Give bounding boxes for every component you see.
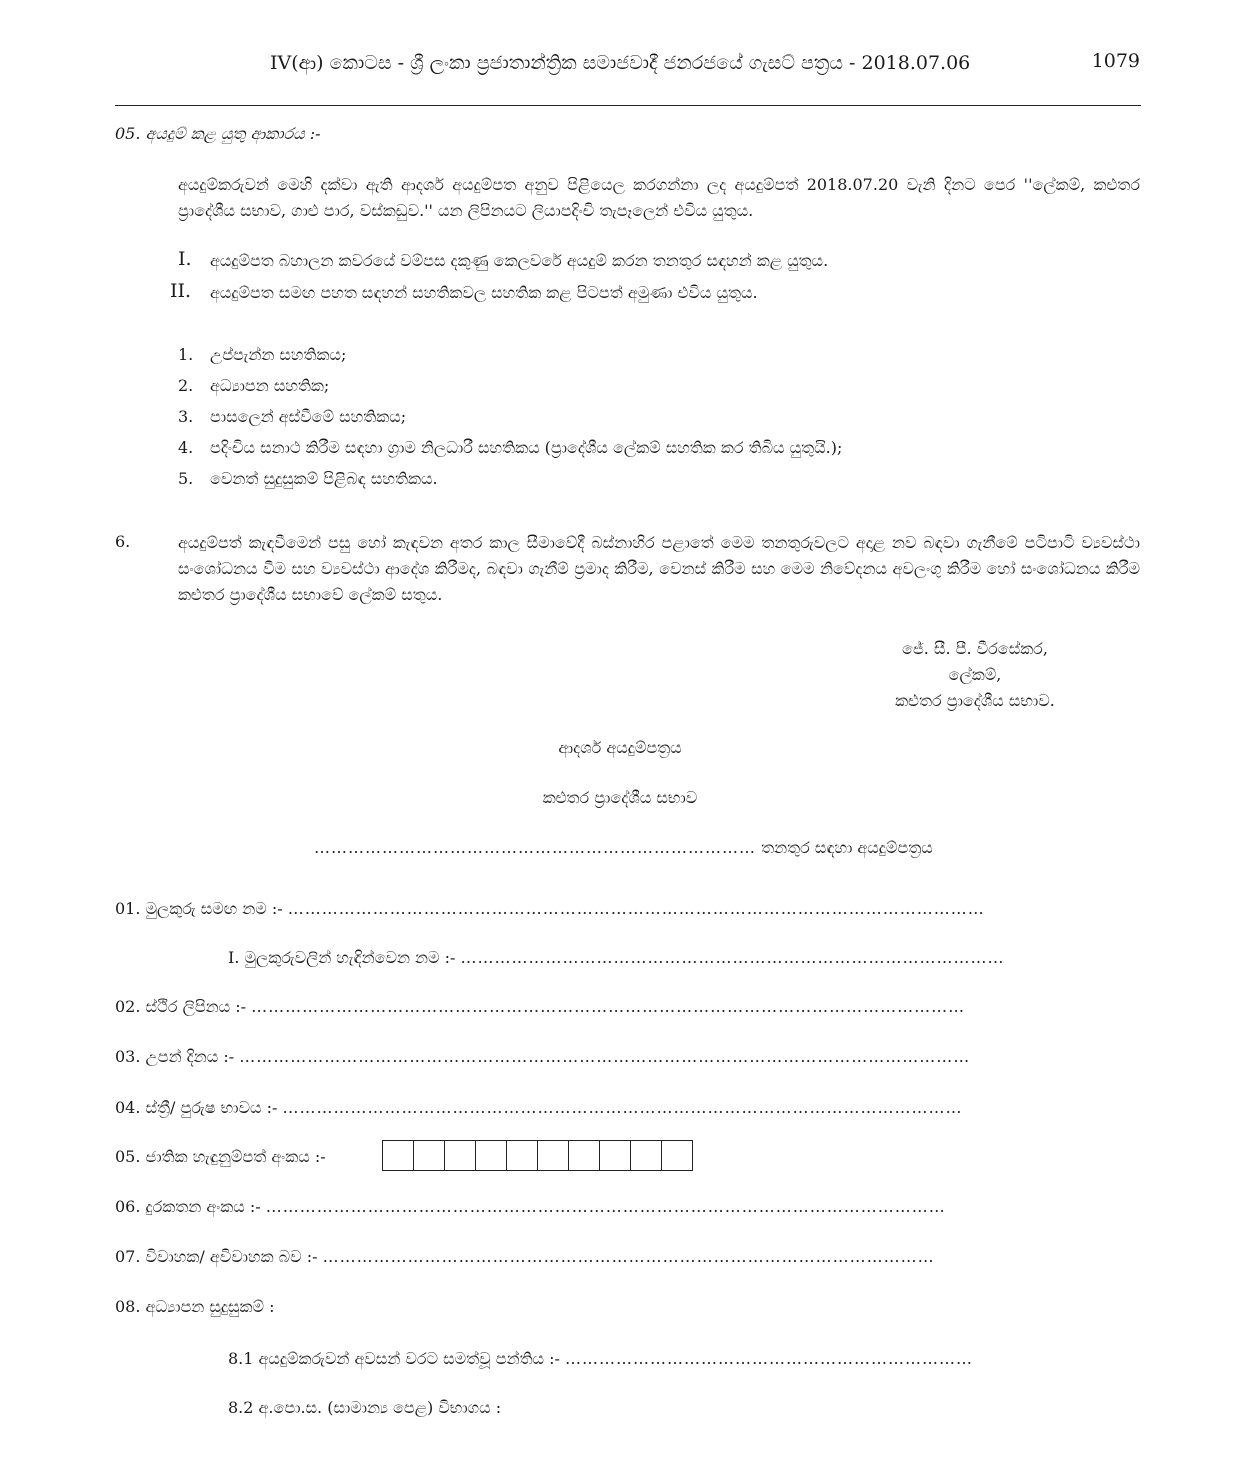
rule-marker-2: II. (170, 280, 192, 302)
cert-text-3: පාසලෙන් අස්වීමේ සහතිකය; (210, 407, 407, 426)
field-08-row (115, 1297, 274, 1317)
cert-marker-3: 3. (178, 407, 194, 426)
cert-text-2: අධ්‍යාපන සහතික; (210, 376, 330, 395)
section-06-text: අයදුම්පත් කැඳවීමෙන් පසු හෝ කැඳවන අතර කාල සීමාවේදී බස්නාහිර පළාතේ මෙම තනතුරුවලට අදාළ නව බඳවා ගැනීමේ පටිපාටි ව්‍යවස්ථා සංශෝධනය වීම සහ ව්‍යවස්ථා ආදේශ කිරීමද, බඳවා ගැනීම් ප්‍රමාද කිරීම, වෙනස් කිරීම සහ මෙම නිවේදනය අවලංගු කිරීම හෝ සංශෝධනය කිරීම කළුතර ප්‍රාදේශීය සභාවේ ලේකම් සතුය. (178, 533, 1140, 604)
nic-digit-box[interactable] (414, 1141, 445, 1170)
field-082-label: 8.2 අ.පො.ස. (සාමාන්‍ය පෙළ) විභාගය : (228, 1398, 502, 1417)
form-subtitle: කළුතර ප්‍රාදේශීය සභාව (542, 788, 698, 807)
cert-text-5: වෙනත් සුදුසුකම් පිළිබඳ සහතිකය. (210, 469, 438, 488)
field-06-label: 06. දුරකතන අංකය :- (115, 1197, 261, 1216)
field-01a-blank[interactable]: …………………………………………………………………………………… (460, 948, 1005, 967)
nic-digit-box[interactable] (476, 1141, 507, 1170)
page-number: 1079 (1091, 50, 1140, 72)
signatory-name: ජේ. සී. පී. වීරසේකර, (902, 639, 1048, 658)
cert-marker-5: 5. (178, 469, 194, 488)
field-01a-label: I. මුලකුරුවලින් හැඳින්වෙන නම :- (228, 948, 456, 967)
header-rule (115, 105, 1141, 106)
nic-digit-box[interactable] (538, 1141, 569, 1170)
nic-digit-box[interactable] (445, 1141, 476, 1170)
rule-text-2: අයදුම්පත සමඟ පහත සඳහන් සහතිකවල සහතික කළ පිටපත් අමුණා එවිය යුතුය. (210, 283, 758, 302)
field-081-label: 8.1 අයදුම්කරුවන් අවසන් වරට සමත්වූ පන්තිය :- (228, 1349, 560, 1368)
cert-marker-1: 1. (178, 345, 194, 364)
field-04-label: 04. ස්ත්‍රී/ පුරුෂ භාවය :- (115, 1098, 278, 1117)
field-01-blank[interactable]: …………………………………………………………………………………………………………… (287, 899, 985, 918)
nic-digit-box[interactable] (600, 1141, 631, 1170)
field-01-row (115, 899, 985, 919)
field-07-label: 07. විවාහක/ අවිවාහක බව :- (115, 1247, 318, 1266)
nic-digit-box[interactable] (507, 1141, 538, 1170)
field-02-blank[interactable]: ……………………………………………………………………………………………………………… (251, 997, 966, 1016)
field-01-label: 01. මුලකුරු සමඟ නම :- (115, 899, 283, 918)
signatory-office: කළුතර ප්‍රාදේශීය සභාව. (895, 691, 1055, 710)
nic-digit-box[interactable] (569, 1141, 600, 1170)
field-07-row (115, 1247, 935, 1267)
section-05-intro: අයදුම්කරුවන් මෙහි දක්වා ඇති ආදර්ශ අයදුම්පත අනුව පිළියෙල කරගන්නා ලද අයදුම්පත් 2018.07.20 වැනි දිනට පෙර ''ලේකම්, කළුතර ප්‍රාදේශීය සභාව, ගාළු පාර, වස්කඩුව.'' යන ලිපිනයට ලියාපදිංචි තැපෑලෙන් එවිය යුතුය. (178, 175, 1140, 220)
field-03-blank[interactable]: ………………………………………………………………………………………………………………… (239, 1047, 971, 1066)
field-01a-row (228, 948, 1005, 968)
field-081-blank[interactable]: ……………………………………………………………… (565, 1349, 974, 1368)
post-line (314, 838, 933, 858)
section-05-heading: 05. අයදුම් කළ යුතු ආකාරය :- (115, 124, 321, 143)
field-08-label: 08. අධ්‍යාපන සුදුසුකම් : (115, 1297, 275, 1316)
field-03-label: 03. උපන් දිනය :- (115, 1047, 235, 1066)
cert-marker-4: 4. (178, 438, 194, 457)
field-04-blank[interactable]: ………………………………………………………………………………………………………… (282, 1098, 963, 1117)
field-06-blank[interactable]: ………………………………………………………………………………………………………… (265, 1197, 946, 1216)
field-02-row (115, 997, 965, 1017)
nic-number-boxes[interactable] (382, 1140, 693, 1171)
nic-digit-box[interactable] (631, 1141, 662, 1170)
cert-text-1: උප්පැන්න සහතිකය; (210, 345, 347, 364)
form-title: ආදර්ශ අයදුම්පත්‍රය (558, 738, 682, 757)
rule-marker-1: I. (178, 248, 192, 270)
nic-digit-box[interactable] (662, 1141, 692, 1170)
post-line-suffix: තනතුර සඳහා අයදුම්පත්‍රය (761, 838, 933, 857)
cert-text-4: පදිංචිය සනාථ කිරීම සඳහා ග්‍රාම නිලධාරී සහතිකය (ප්‍රාදේශීය ලේකම් සහතික කර තිබිය යුතුයි.); (210, 438, 843, 457)
signatory-title: ලේකම්, (948, 665, 1002, 684)
field-02-label: 02. ස්ථිර ලිපිනය :- (115, 997, 247, 1016)
gazette-header-title: IV(ආ) කොටස - ශ්‍රී ලංකා ප්‍රජාතාන්ත්‍රික සමාජවාදී ජනරජයේ ගැසට් පත්‍රය - 2018.07.06 (270, 52, 971, 74)
field-04-row (115, 1098, 962, 1118)
nic-digit-box[interactable] (383, 1141, 414, 1170)
field-07-blank[interactable]: ……………………………………………………………………………………………… (322, 1247, 935, 1266)
field-082-row (228, 1398, 501, 1418)
field-081-row (228, 1349, 973, 1369)
field-06-row (115, 1197, 946, 1217)
field-05-label: 05. ජාතික හැඳුනුම්පත් අංකය :- (115, 1147, 326, 1166)
rule-text-1: අයදුම්පත බහාලන කවරයේ වම්පස දකුණු කෙලවරේ අයදුම් කරන තනතුර සඳහන් කළ යුතුය. (210, 251, 829, 270)
cert-marker-2: 2. (178, 376, 194, 395)
field-03-row (115, 1047, 970, 1067)
signature-block (830, 636, 1120, 714)
section-06-marker: 6. (115, 532, 131, 551)
post-blank[interactable]: …………………………………………………………………… (314, 838, 756, 857)
field-05-row (115, 1147, 326, 1167)
